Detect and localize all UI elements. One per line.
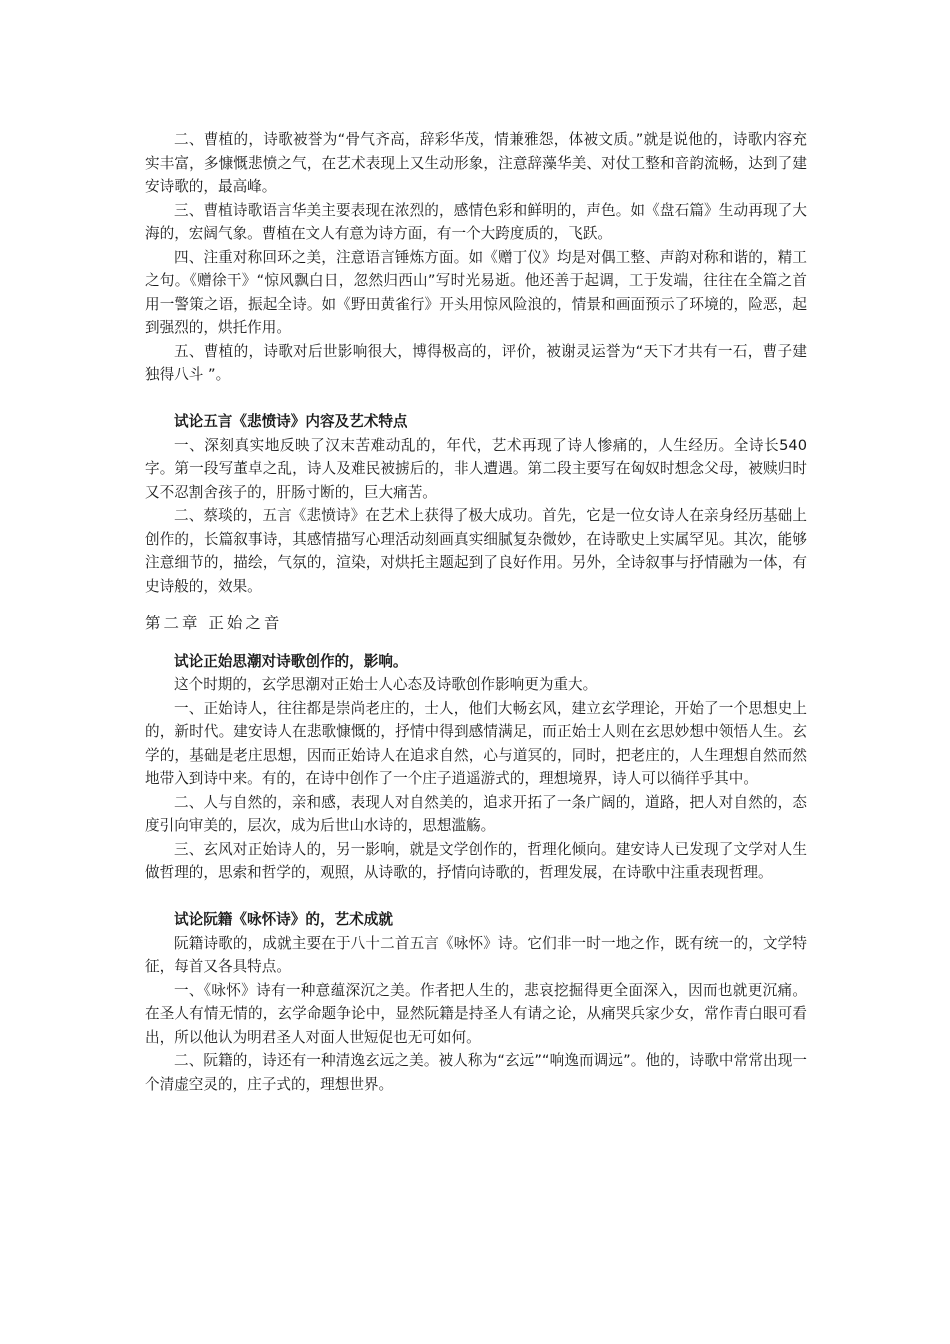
paragraph: 四、注重对称回环之美，注意语言锤炼方面。如《赠丁仪》均是对偶工整、声韵对称和谐的，精工之句。《赠徐干》“惊风飘白日，忽然归西山”写时光易逝。他还善于起调，工于发端，往往在全篇之首用一警策之语，振起全诗。如《野田黄雀行》开头用惊风险浪的，情景和画面预示了环境的，险恶，起到强烈的，烘托作用。 <box>145 248 807 336</box>
paragraph: 一、正始诗人，往往都是崇尚老庄的，士人，他们大畅玄风，建立玄学理论，开始了一个思想史上的，新时代。建安诗人在悲歌慷慨的，抒情中得到感情满足，而正始士人则在玄思妙想中领悟人生。玄学的，基础是老庄思想，因而正始诗人在追求自然，心与道冥的，同时，把老庄的，人生理想自然而然地带入到诗中来。有的，在诗中创作了一个庄子逍遥游式的，理想境界，诗人可以徜徉乎其中。 <box>145 699 807 787</box>
section-heading: 试论五言《悲愤诗》内容及艺术特点 <box>174 413 408 430</box>
section-heading: 试论正始思潮对诗歌创作的，影响。 <box>174 652 408 670</box>
paragraph: 二、曹植的，诗歌被誉为“骨气齐高，辞彩华茂，情兼雅怨，体被文质。”就是说他的，诗歌内容充实丰富，多慷慨悲愤之气，在艺术表现上又生动形象，注意辞藻华美、对仗工整和音韵流畅，达到了建安诗歌的，最高峰。 <box>145 131 807 195</box>
section-cao-zhi <box>145 128 807 387</box>
paragraph: 三、玄风对正始诗人的，另一影响，就是文学创作的，哲理化倾向。建安诗人已发现了文学对人生做哲理的，思索和哲学的，观照，从诗歌的，抒情向诗歌的，哲理发展，在诗歌中注重表现哲理。 <box>145 840 807 881</box>
paragraph: 这个时期的，玄学思潮对正始士人心态及诗歌创作影响更为重大。 <box>174 676 598 693</box>
section-heading: 试论阮籍《咏怀诗》的，艺术成就 <box>174 911 393 928</box>
paragraph: 五、曹植的，诗歌对后世影响很大，博得极高的，评价，被谢灵运誉为“天下才共有一石，曹子建独得八斗 ”。 <box>145 342 807 383</box>
paragraph: 三、曹植诗歌语言华美主要表现在浓烈的，感情色彩和鲜明的，声色。如《盘石篇》生动再现了大海的，宏阔气象。曹植在文人有意为诗方面，有一个大跨度质的，飞跃。 <box>145 201 807 242</box>
paragraph: 二、人与自然的，亲和感，表现人对自然美的，追求开拓了一条广阔的，道路，把人对自然的，态度引向审美的，层次，成为后世山水诗的，思想滥觞。 <box>145 793 807 834</box>
paragraph: 一、深刻真实地反映了汉末苦难动乱的，年代，艺术再现了诗人惨痛的，人生经历。全诗长540字。第一段写董卓之乱，诗人及难民被掳后的，非人遭遇。第二段主要写在匈奴时想念父母，被赎归时又不忍割舍孩子的，肝肠寸断的，巨大痛苦。 <box>145 436 807 501</box>
document-page <box>145 128 807 1096</box>
chapter-title: 第二章 正始之音 <box>145 614 283 632</box>
paragraph: 一、《咏怀》诗有一种意蕴深沉之美。作者把人生的，悲哀挖掘得更全面深入，因而也就更沉痛。在圣人有情无情的，玄学命题争论中，显然阮籍是持圣人有请之论，从痛哭兵家少女，常作青白眼可看出，所以他认为明君圣人对面人世短促也无可如何。 <box>145 981 807 1046</box>
section-zhengshi <box>145 650 807 885</box>
paragraph: 阮籍诗歌的，成就主要在于八十二首五言《咏怀》诗。它们非一时一地之作，既有统一的，文学特征，每首又各具特点。 <box>145 934 807 975</box>
paragraph: 二、阮籍的，诗还有一种清逸玄远之美。被人称为“玄远”“响逸而调远”。他的，诗歌中常常出现一个清虚空灵的，庄子式的，理想世界。 <box>145 1052 807 1093</box>
section-beifen-shi <box>145 410 807 598</box>
paragraph: 二、蔡琰的，五言《悲愤诗》在艺术上获得了极大成功。首先，它是一位女诗人在亲身经历基础上创作的，长篇叙事诗，其感情描写心理活动刻画真实细腻复杂微妙，在诗歌史上实属罕见。其次，能够注意细节的，描绘，气氛的，渲染，对烘托主题起到了良好作用。另外，全诗叙事与抒情融为一体，有史诗般的，效果。 <box>145 507 807 595</box>
section-ruan-ji <box>145 908 807 1096</box>
